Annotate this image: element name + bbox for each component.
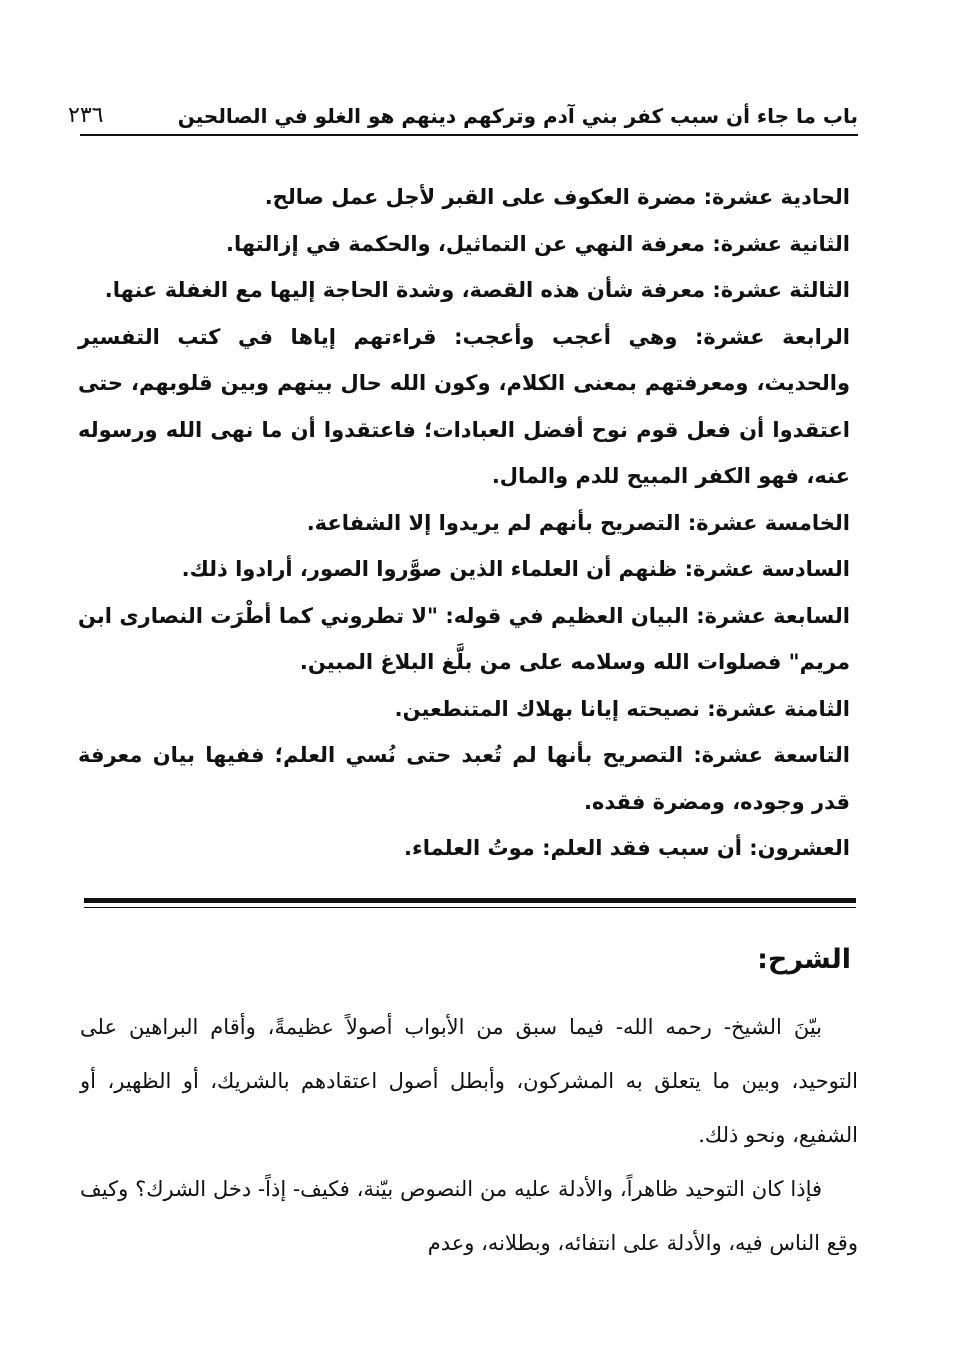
issue-item: الرابعة عشرة: وهي أعجب وأعجب: قراءتهم إياها في كتب التفسير والحديث، ومعرفتهم بمعنى الكلام، وكون الله حال بينهم وبين قلوبهم، حتى اعتقدوا أن فعل قوم نوح أفضل العبادات؛ فاعتقدوا أن ما نهى الله ورسوله عنه، فهو الكفر المبيح للدم والمال. (78, 324, 850, 488)
issue-item: التاسعة عشرة: التصريح بأنها لم تُعبد حتى نُسي العلم؛ ففيها بيان معرفة قدر وجوده، ومضرة فقده. (78, 743, 850, 814)
issue-item: الخامسة عشرة: التصريح بأنهم لم يريدوا إلا الشفاعة. (306, 510, 850, 535)
commentary-paragraph: بيّنَ الشيخ- رحمه الله- فيما سبق من الأبواب أصولاً عظيمةً، وأقام البراهين على التوحيد، وبين ما يتعلق به المشركون، وأبطل أصول اعتقادهم بالشريك، أو الظهير، أو الشفيع، ونحو ذلك. (80, 1015, 858, 1147)
section-divider-thin (84, 907, 856, 908)
chapter-title: باب ما جاء أن سبب كفر بني آدم وتركهم دينهم هو الغلو في الصالحين (177, 104, 858, 128)
issue-item: الثامنة عشرة: نصيحته إيانا بهلاك المتنطعين. (394, 696, 850, 721)
section-divider (84, 898, 856, 903)
commentary-heading: الشرح: (757, 944, 851, 975)
issue-item: الحادية عشرة: مضرة العكوف على القبر لأجل عمل صالح. (264, 185, 850, 209)
issue-item: الثالثة عشرة: معرفة شأن هذه القصة، وشدة الحاجة إليها مع الغفلة عنها. (104, 278, 850, 302)
page-number: ٢٣٦ (68, 103, 104, 128)
issue-item: السادسة عشرة: ظنهم أن العلماء الذين صوَّروا الصور، أرادوا ذلك. (181, 557, 850, 581)
page-header (68, 92, 858, 128)
commentary-body (80, 1000, 858, 1270)
issue-item: السابعة عشرة: البيان العظيم في قوله: "لا تطروني كما أطْرَت النصارى ابن مريم" فصلوات الله وسلامه على من بلَّغ البلاغ المبين. (78, 603, 850, 674)
header-rule (80, 134, 858, 136)
issues-list (78, 174, 850, 872)
issue-item: الثانية عشرة: معرفة النهي عن التماثيل، والحكمة في إزالتها. (226, 231, 850, 256)
issue-item: العشرون: أن سبب فقد العلم: موتُ العلماء. (403, 836, 850, 860)
commentary-paragraph: فإذا كان التوحيد ظاهراً، والأدلة عليه من النصوص بيّنة، فكيف- إذاً- دخل الشرك؟ وكيف وقع الناس فيه، والأدلة على انتفائه، وبطلانه، وعدم (80, 1177, 858, 1255)
